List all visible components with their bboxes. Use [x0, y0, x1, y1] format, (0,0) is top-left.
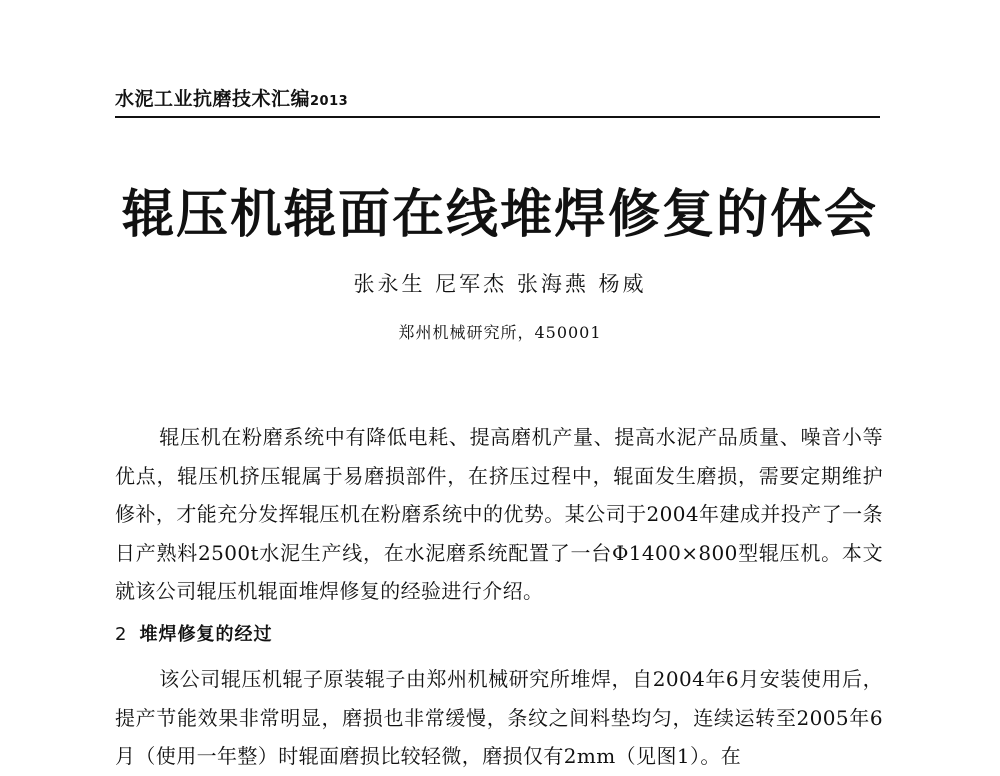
- paragraph-intro: [115, 418, 883, 611]
- paragraph-section-2: [115, 660, 883, 776]
- section-heading: [115, 620, 272, 646]
- paragraph-intro-text: 辊压机在粉磨系统中有降低电耗、提高磨机产量、提高水泥产品质量、噪音小等优点，辊压机挤压辊属于易磨损部件，在挤压过程中，辊面发生磨损，需要定期维护修补，才能充分发挥辊压机在粉磨系统中的优势。某公司于2004年建成并投产了一条日产熟料2500t水泥生产线，在水泥磨系统配置了一台Φ1400×800型辊压机。本文就该公司辊压机辊面堆焊修复的经验进行介绍。: [115, 425, 883, 603]
- authors: 张永生 尼军杰 张海燕 杨威: [353, 272, 647, 296]
- section-number: 2: [115, 624, 128, 645]
- running-year: 2013: [310, 94, 349, 109]
- running-header: [115, 84, 348, 111]
- paragraph-section-2-text: 该公司辊压机辊子原装辊子由郑州机械研究所堆焊，自2004年6月安装使用后，提产节能效果非常明显，磨损也非常缓慢，条纹之间料垫均匀，连续运转至2005年6月（使用一年整）时辊面磨损比较轻微，磨损仅有2mm（见图1）。在: [115, 667, 883, 768]
- header-rule: [115, 116, 880, 118]
- article-title: 辊压机辊面在线堆焊修复的体会: [121, 184, 878, 245]
- running-title: 水泥工业抗磨技术汇编: [115, 88, 311, 110]
- section-title: 堆焊修复的经过: [139, 624, 273, 645]
- affiliation: 郑州机械研究所，450001: [398, 323, 602, 342]
